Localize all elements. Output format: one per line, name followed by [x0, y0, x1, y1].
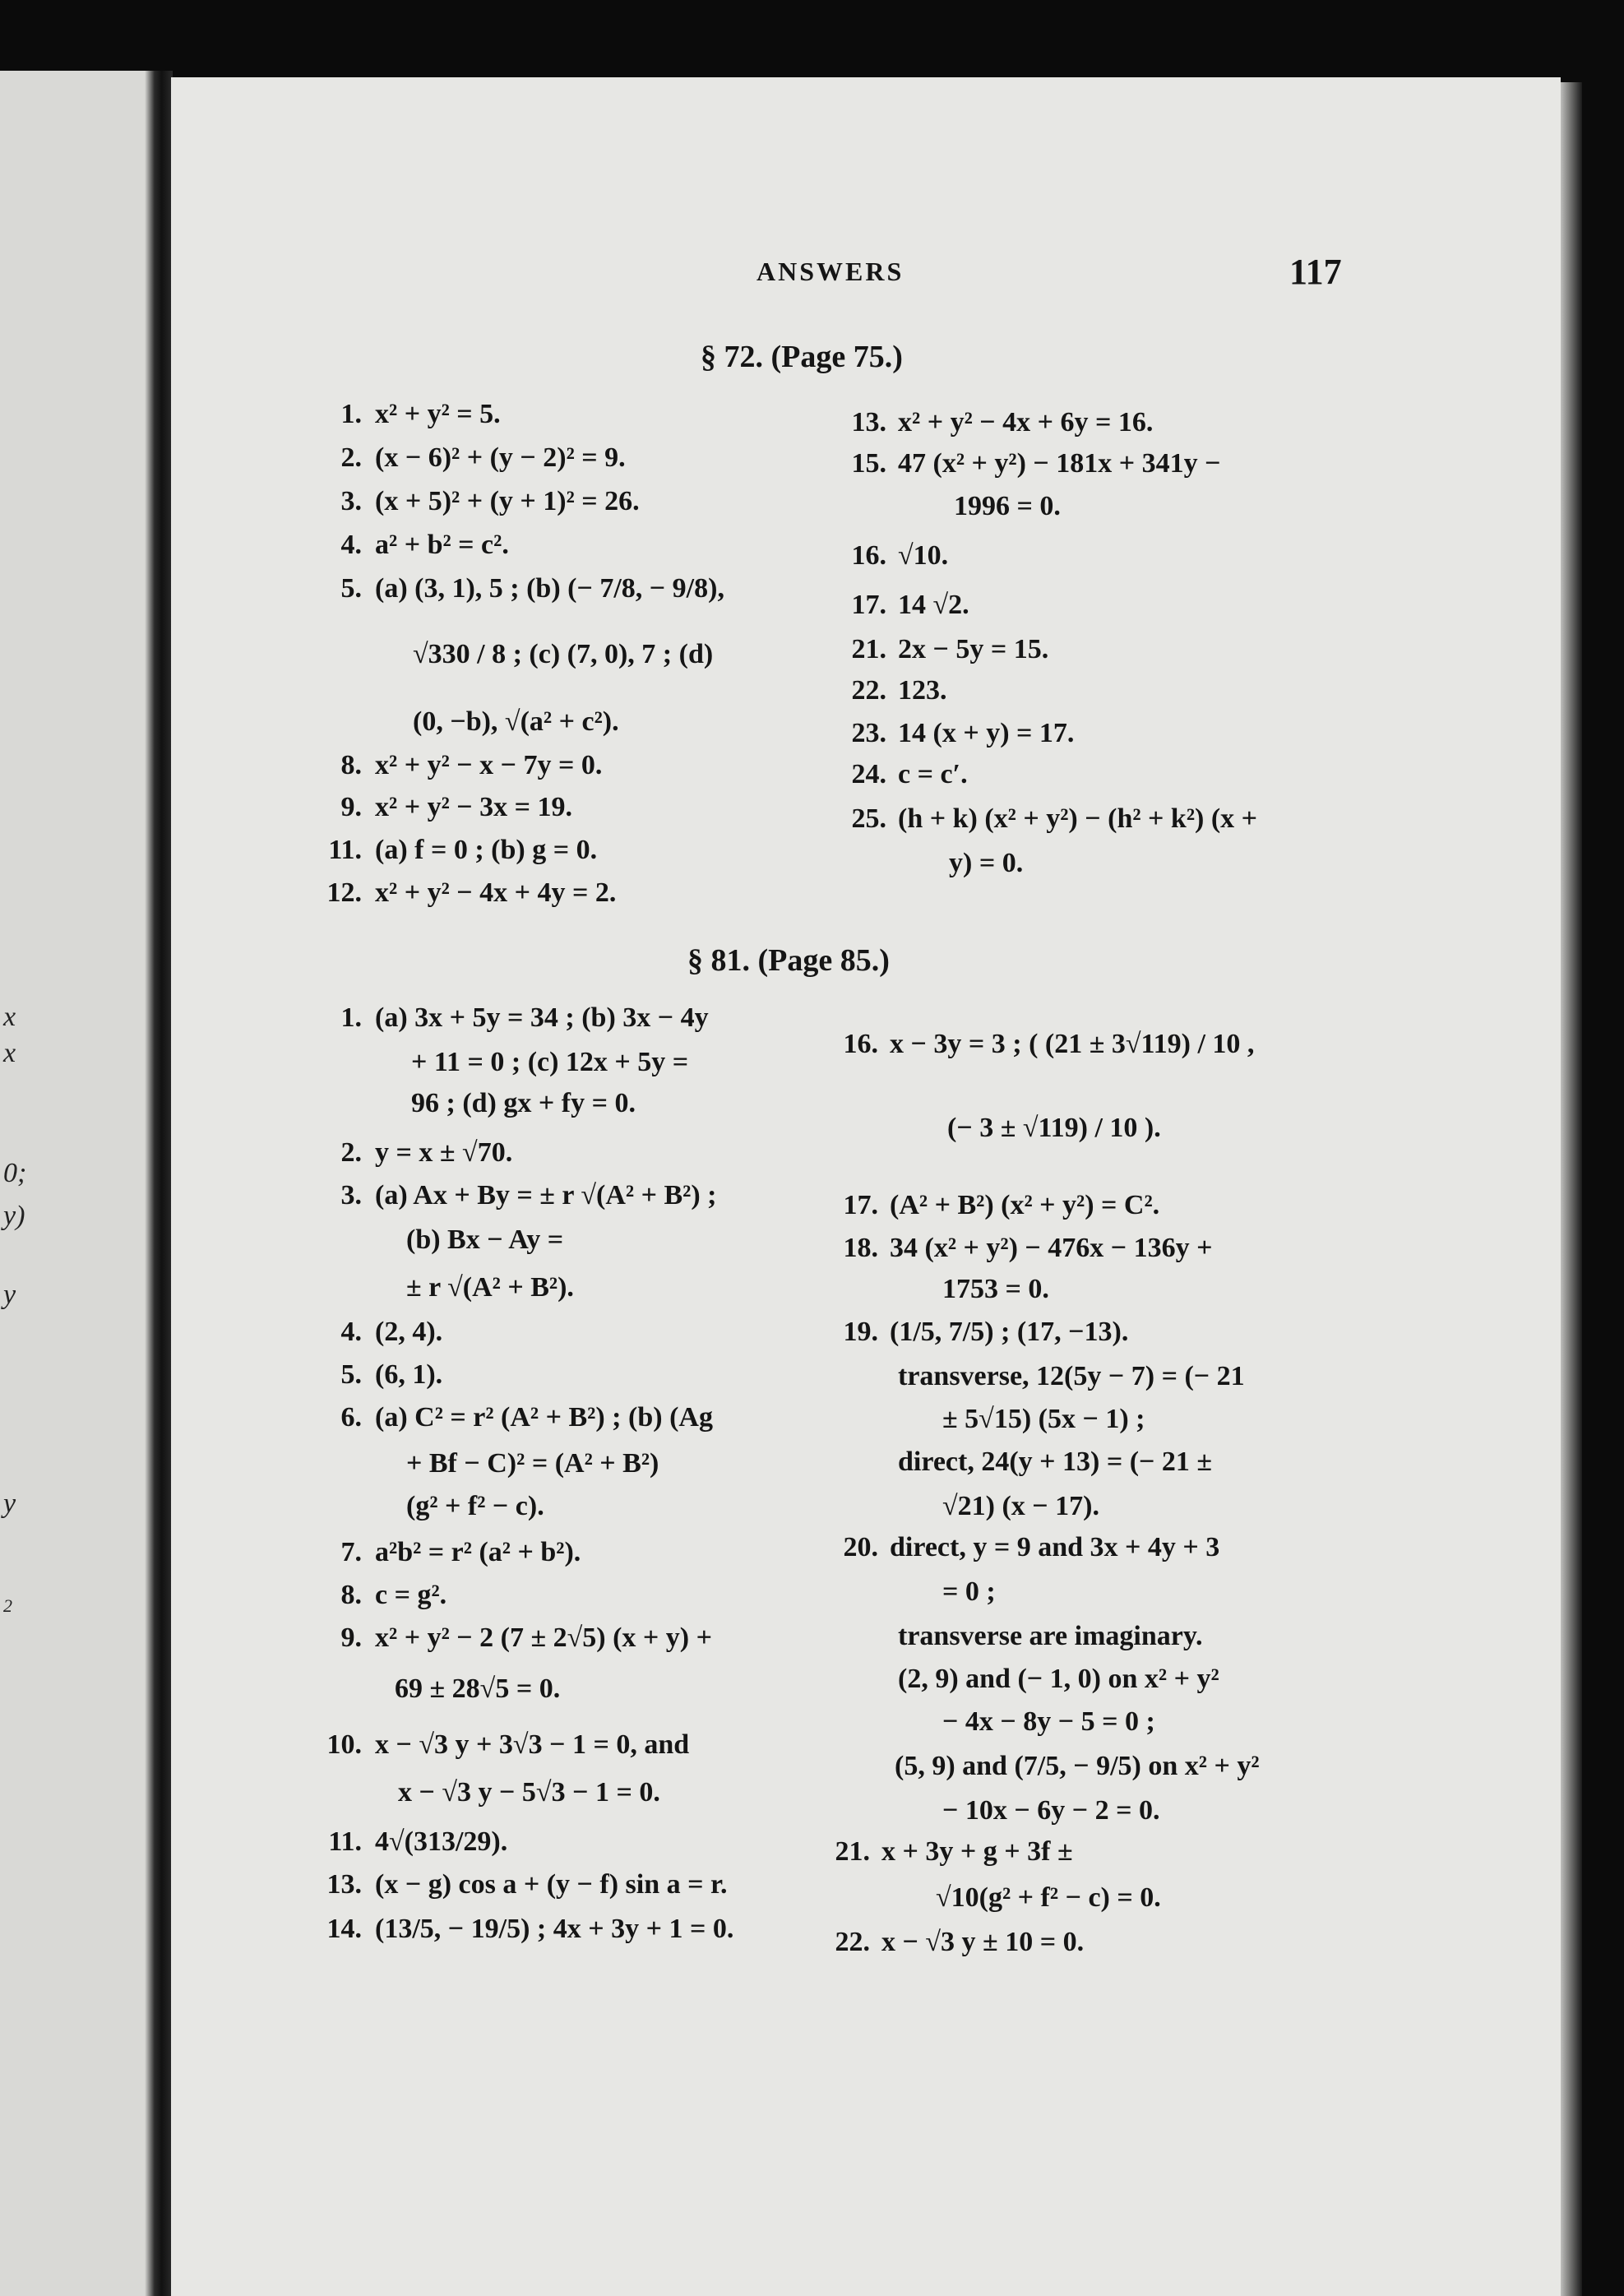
- answer-text: 14 (x + y) = 17.: [898, 718, 1075, 748]
- answer-item: [311, 1531, 581, 1574]
- margin-fragment: 0;: [3, 1158, 27, 1188]
- answer-item: [311, 1354, 442, 1396]
- answer-item: [311, 1311, 442, 1354]
- answer-item: [839, 798, 1257, 840]
- answer-number: 15.: [851, 448, 886, 479]
- answer-text: c = c′.: [898, 759, 968, 789]
- answer-continuation: x − √3 y − 5√3 − 1 = 0.: [398, 1777, 660, 1808]
- answer-text: (x + 5)² + (y + 1)² = 26.: [375, 486, 640, 516]
- answer-number: 24.: [851, 759, 886, 789]
- answer-text: (A² + B²) (x² + y²) = C².: [890, 1190, 1160, 1220]
- answer-item: [311, 1863, 728, 1906]
- answer-continuation: 96 ; (d) gx + fy = 0.: [411, 1088, 636, 1118]
- answer-item: [311, 1724, 689, 1766]
- answer-text: x² + y² − x − 7y = 0.: [375, 750, 603, 780]
- answer-number: 8.: [340, 1580, 362, 1610]
- answer-number: 1.: [340, 1002, 362, 1033]
- answer-continuation: + 11 = 0 ; (c) 12x + 5y =: [411, 1047, 689, 1077]
- answer-number: 21.: [835, 1836, 870, 1867]
- answer-continuation: − 10x − 6y − 2 = 0.: [942, 1795, 1160, 1826]
- answer-item: [311, 872, 616, 914]
- answer-item: [831, 1311, 1128, 1354]
- answer-number: 17.: [851, 590, 886, 620]
- answer-text: (6, 1).: [375, 1359, 443, 1390]
- answer-text: c = g².: [375, 1580, 447, 1610]
- answer-number: 22.: [835, 1927, 870, 1957]
- answer-number: 13.: [326, 1869, 362, 1900]
- answer-number: 14.: [326, 1914, 362, 1944]
- answer-text: (a) C² = r² (A² + B²) ; (b) (Ag: [375, 1402, 713, 1433]
- answer-text: (x − 6)² + (y − 2)² = 9.: [375, 442, 626, 473]
- answer-item: [839, 535, 948, 577]
- answer-number: 5.: [340, 573, 362, 604]
- answer-continuation: = 0 ;: [942, 1576, 996, 1607]
- margin-fragment: y: [3, 1280, 16, 1310]
- answer-item: [311, 524, 509, 567]
- answer-number: 23.: [851, 718, 886, 748]
- answer-continuation: ± 5√15) (5x − 1) ;: [942, 1404, 1145, 1434]
- answer-item: [831, 1526, 1219, 1569]
- answer-text: (x − g) cos a + (y − f) sin a = r.: [375, 1869, 728, 1900]
- answer-text: x² + y² − 4x + 6y = 16.: [898, 407, 1154, 437]
- margin-fragment: y: [3, 1488, 16, 1519]
- answer-text: (a) 3x + 5y = 34 ; (b) 3x − 4y: [375, 1002, 709, 1033]
- answer-text: direct, y = 9 and 3x + 4y + 3: [890, 1532, 1220, 1562]
- answer-continuation: √10(g² + f² − c) = 0.: [936, 1882, 1161, 1913]
- answer-number: 5.: [340, 1359, 362, 1390]
- answer-continuation: 1996 = 0.: [954, 491, 1061, 521]
- answer-number: 9.: [340, 792, 362, 822]
- answer-item: [311, 567, 724, 610]
- answer-text: (13/5, − 19/5) ; 4x + 3y + 1 = 0.: [375, 1914, 734, 1944]
- answer-number: 12.: [326, 877, 362, 908]
- section-heading: § 81. (Page 85.): [687, 943, 890, 978]
- answer-item: [822, 1831, 1073, 1873]
- answer-item: [831, 1227, 1213, 1270]
- answer-text: (a) Ax + By = ± r √(A² + B²) ;: [375, 1180, 717, 1210]
- answer-number: 6.: [340, 1402, 362, 1433]
- answer-continuation: (b) Bx − Ay =: [406, 1224, 564, 1255]
- answer-number: 9.: [340, 1622, 362, 1653]
- answer-text: 47 (x² + y²) − 181x + 341y −: [898, 448, 1221, 479]
- answer-number: 11.: [328, 1826, 362, 1857]
- answer-item: [311, 1396, 713, 1439]
- answer-number: 4.: [340, 1317, 362, 1347]
- answer-number: 1.: [340, 399, 362, 429]
- answer-text: x − √3 y ± 10 = 0.: [881, 1927, 1085, 1957]
- answer-item: [822, 1921, 1084, 1964]
- answer-text: (2, 4).: [375, 1317, 443, 1347]
- answer-item: [839, 401, 1153, 444]
- answer-continuation: (0, −b), √(a² + c²).: [413, 706, 619, 737]
- answer-text: 14 √2.: [898, 590, 969, 620]
- answer-continuation: + Bf − C)² = (A² + B²): [406, 1448, 659, 1479]
- answer-text: x² + y² − 2 (7 ± 2√5) (x + y) +: [375, 1622, 712, 1653]
- margin-fragment: x: [3, 1038, 16, 1068]
- answer-number: 20.: [843, 1532, 878, 1562]
- answer-text: (a) f = 0 ; (b) g = 0.: [375, 835, 598, 865]
- answer-continuation: − 4x − 8y − 5 = 0 ;: [942, 1706, 1155, 1737]
- page-gutter: [145, 71, 173, 2296]
- answer-continuation: (2, 9) and (− 1, 0) on x² + y²: [898, 1664, 1219, 1694]
- answer-text: x − 3y = 3 ; ( (21 ± 3√119) / 10 ,: [890, 1029, 1255, 1059]
- answer-continuation: (− 3 ± √119) / 10 ).: [947, 1113, 1161, 1143]
- answer-continuation: ± r √(A² + B²).: [406, 1272, 574, 1303]
- answer-text: x − √3 y + 3√3 − 1 = 0, and: [375, 1729, 690, 1760]
- answer-continuation: y) = 0.: [949, 848, 1024, 878]
- answer-item: [311, 393, 501, 436]
- page-number: 117: [1289, 252, 1342, 292]
- answer-item: [311, 997, 709, 1039]
- answer-continuation: (5, 9) and (7/5, − 9/5) on x² + y²: [895, 1751, 1260, 1781]
- answer-number: 4.: [340, 530, 362, 560]
- answer-item: [839, 442, 1221, 485]
- answer-number: 25.: [851, 803, 886, 834]
- answer-continuation: √21) (x − 17).: [942, 1491, 1100, 1521]
- answer-number: 2.: [340, 1137, 362, 1168]
- answer-item: [831, 1023, 1254, 1066]
- margin-fragment: y): [3, 1201, 25, 1231]
- answer-item: [311, 1821, 507, 1863]
- answer-text: x² + y² − 3x = 19.: [375, 792, 573, 822]
- answer-number: 3.: [340, 1180, 362, 1210]
- answer-number: 13.: [851, 407, 886, 437]
- answer-item: [831, 1184, 1159, 1227]
- answer-number: 18.: [843, 1233, 878, 1263]
- page-edge: [1561, 82, 1582, 2296]
- answer-text: x + 3y + g + 3f ±: [881, 1836, 1073, 1867]
- answer-item: [311, 786, 572, 829]
- answer-item: [311, 1617, 712, 1660]
- answer-item: [839, 753, 968, 796]
- answer-continuation: √330 / 8 ; (c) (7, 0), 7 ; (d): [413, 639, 714, 669]
- answer-continuation: direct, 24(y + 13) = (− 21 ±: [898, 1447, 1213, 1477]
- answer-text: 4√(313/29).: [375, 1826, 508, 1857]
- answer-text: a² + b² = c².: [375, 530, 509, 560]
- answer-item: [839, 584, 969, 627]
- answer-text: (1/5, 7/5) ; (17, −13).: [890, 1317, 1129, 1347]
- answer-text: x² + y² − 4x + 4y = 2.: [375, 877, 617, 908]
- answer-text: 123.: [898, 675, 947, 706]
- answer-item: [311, 480, 640, 523]
- answer-text: 34 (x² + y²) − 476x − 136y +: [890, 1233, 1213, 1263]
- answer-text: y = x ± √70.: [375, 1137, 513, 1168]
- answer-item: [311, 437, 626, 479]
- answer-number: 2.: [340, 442, 362, 473]
- answer-number: 8.: [340, 750, 362, 780]
- answer-number: 16.: [843, 1029, 878, 1059]
- section-heading: § 72. (Page 75.): [701, 340, 903, 374]
- answer-continuation: 69 ± 28√5 = 0.: [395, 1673, 561, 1704]
- answer-text: x² + y² = 5.: [375, 399, 501, 429]
- answer-continuation: 1753 = 0.: [942, 1274, 1049, 1304]
- answer-text: a²b² = r² (a² + b²).: [375, 1537, 581, 1567]
- running-head: ANSWERS: [756, 257, 905, 286]
- answer-item: [311, 1574, 446, 1617]
- margin-fragment: 2: [3, 1595, 12, 1616]
- answer-number: 21.: [851, 634, 886, 664]
- answer-item: [839, 628, 1048, 671]
- answer-continuation: transverse are imaginary.: [898, 1621, 1203, 1651]
- answer-text: √10.: [898, 540, 949, 571]
- answer-item: [311, 1908, 733, 1951]
- answer-continuation: (g² + f² − c).: [406, 1491, 544, 1521]
- answer-number: 22.: [851, 675, 886, 706]
- answer-number: 11.: [328, 835, 362, 865]
- answer-text: (h + k) (x² + y²) − (h² + k²) (x +: [898, 803, 1258, 834]
- answer-item: [311, 744, 602, 787]
- answer-text: 2x − 5y = 15.: [898, 634, 1049, 664]
- answer-number: 16.: [851, 540, 886, 571]
- answer-item: [311, 1132, 512, 1174]
- answer-number: 17.: [843, 1190, 878, 1220]
- answer-item: [839, 712, 1074, 755]
- answer-number: 19.: [843, 1317, 878, 1347]
- margin-fragment: x: [3, 1002, 16, 1032]
- answer-number: 3.: [340, 486, 362, 516]
- answer-item: [311, 829, 597, 872]
- answer-text: (a) (3, 1), 5 ; (b) (− 7/8, − 9/8),: [375, 573, 724, 604]
- answer-number: 10.: [326, 1729, 362, 1760]
- answer-item: [839, 669, 947, 712]
- answer-number: 7.: [340, 1537, 362, 1567]
- answer-item: [311, 1174, 717, 1217]
- answer-continuation: transverse, 12(5y − 7) = (− 21: [898, 1361, 1245, 1391]
